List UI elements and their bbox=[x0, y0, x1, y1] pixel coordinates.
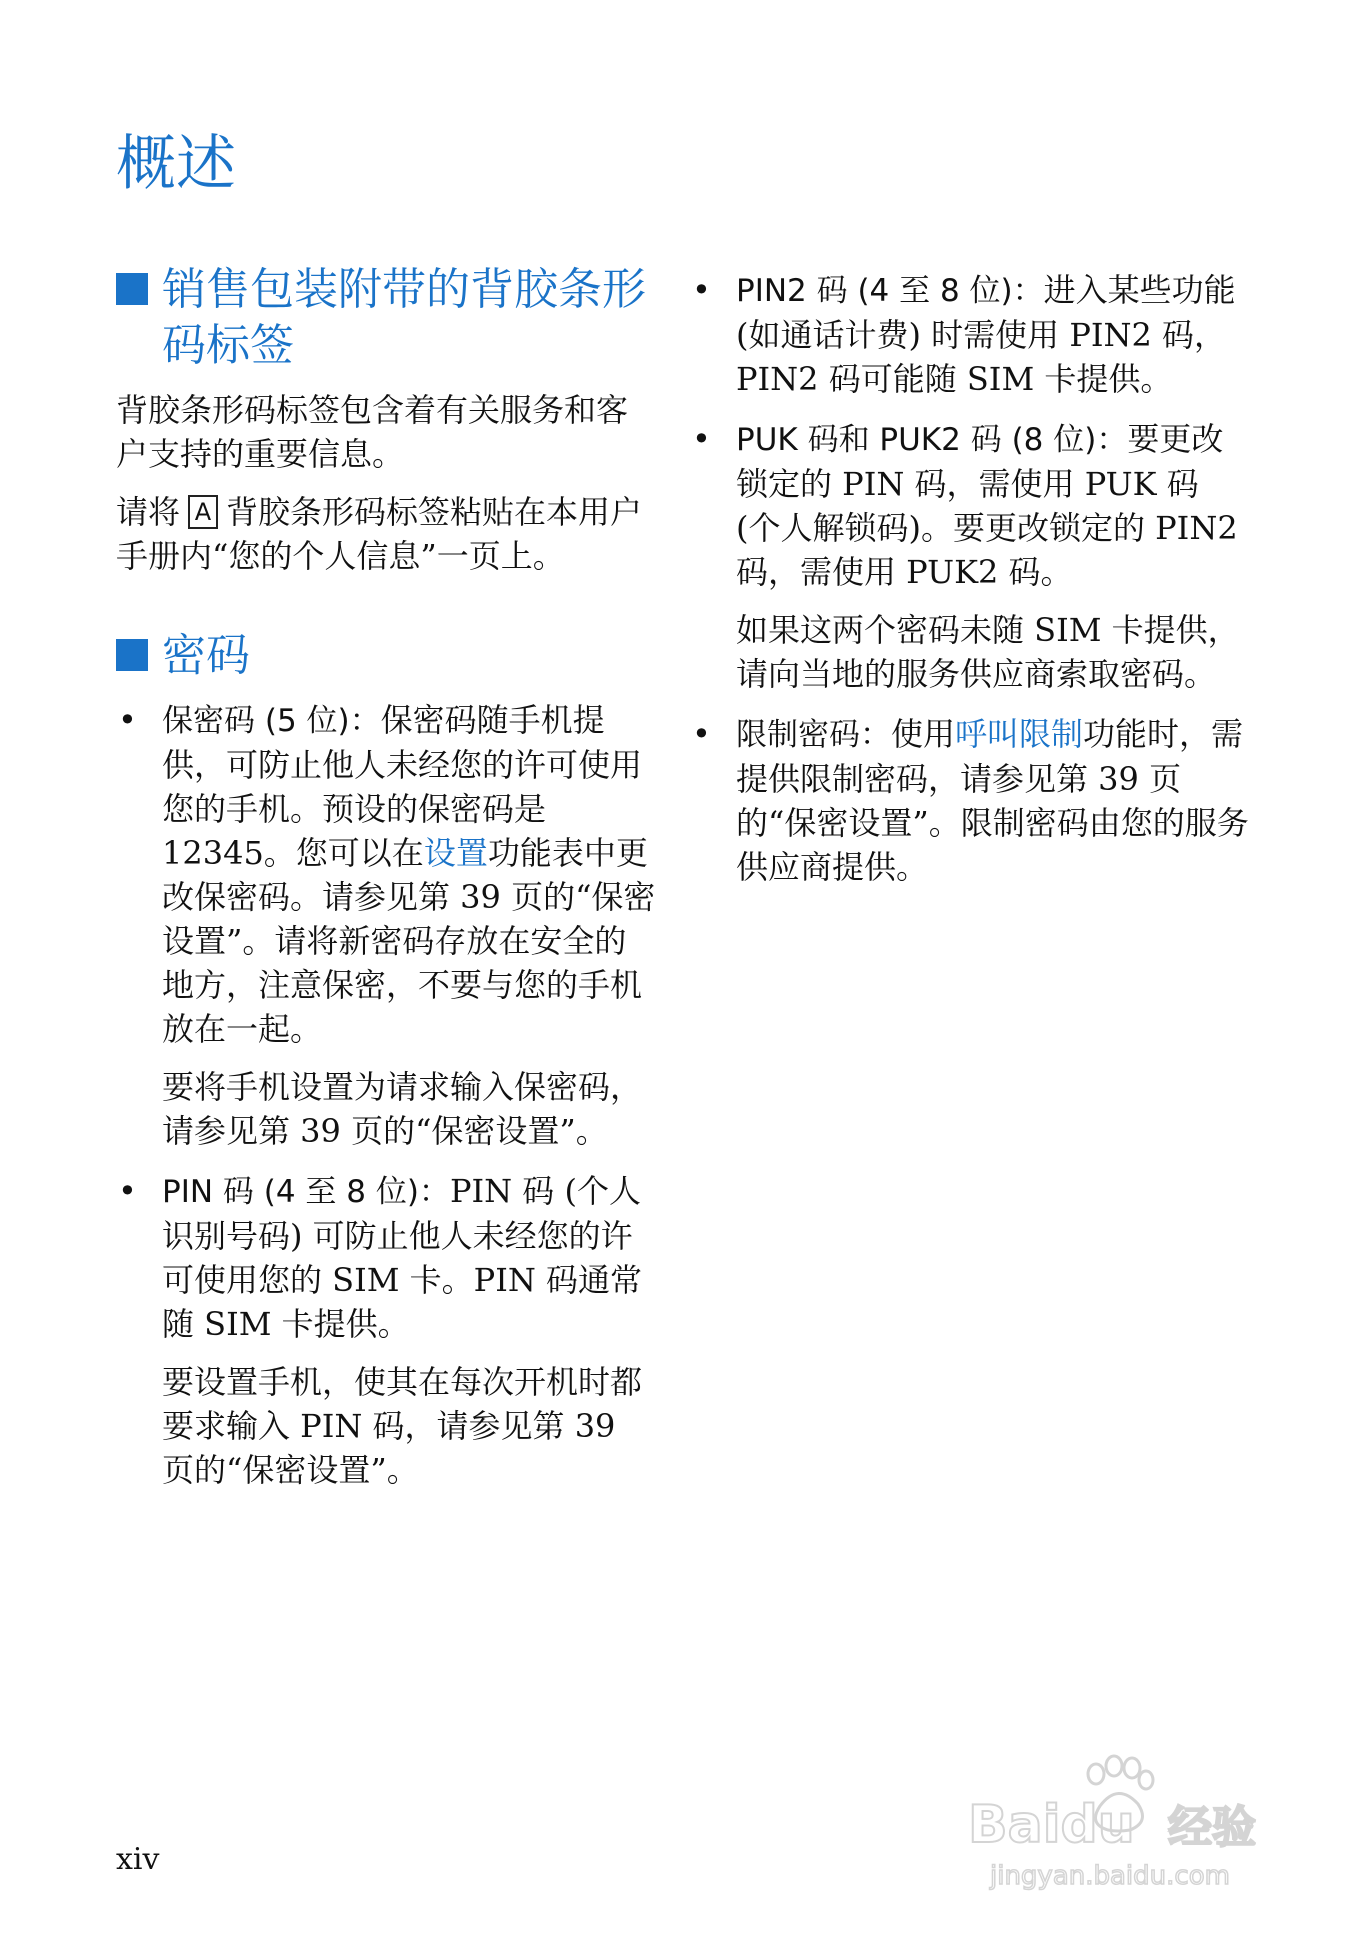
list-item-puk-code bbox=[690, 417, 1250, 696]
list-item-security-code bbox=[116, 698, 656, 1153]
list-item-pin-code bbox=[116, 1169, 656, 1492]
page-number: xiv bbox=[116, 1842, 160, 1877]
list-item-text bbox=[162, 698, 656, 1051]
list-item-desc: 进入某些功能 (如通话计费) 时需使用 PIN2 码，PIN2 码可能随 SIM 卡提供。 bbox=[736, 271, 1236, 398]
list-item-term: PIN 码 (4 至 8 位)： bbox=[162, 1174, 450, 1210]
list-item-desc: 功能表中更改保密码。请参见第 39 页的“保密设置”。请将新密码存放在安全的地方，注意保密，不要与您的手机放在一起。 bbox=[162, 834, 656, 1048]
list-item-extra: 如果这两个密码未随 SIM 卡提供，请向当地的服务供应商索取密码。 bbox=[736, 611, 1240, 693]
section-heading-text: 密码 bbox=[162, 630, 250, 681]
codes-list-left bbox=[116, 698, 656, 1492]
codes-list-right bbox=[690, 268, 1250, 889]
list-item-desc: 使用 bbox=[891, 715, 956, 753]
page-title: 概述 bbox=[116, 129, 236, 199]
list-item-extra: 要将手机设置为请求输入保密码，请参见第 39 页的“保密设置”。 bbox=[162, 1068, 643, 1150]
list-item-text bbox=[736, 417, 1250, 594]
section-heading-barcode-label bbox=[116, 262, 656, 374]
bullet-icon: • bbox=[118, 701, 137, 739]
section-marker-icon bbox=[116, 639, 148, 671]
list-item-term: PIN2 码 (4 至 8 位)： bbox=[736, 273, 1044, 309]
list-item-desc: 要更改锁定的 PIN 码，需使用 PUK 码 (个人解锁码)。要更改锁定的 PIN2 码，需使用 PUK2 码。 bbox=[736, 420, 1238, 591]
call-barring-link[interactable]: 呼叫限制 bbox=[955, 715, 1084, 753]
list-item-desc: 功能时，需提供限制密码，请参见第 39 页的“保密设置”。限制密码由您的服务供应商提供。 bbox=[736, 715, 1249, 886]
list-item-text bbox=[736, 268, 1250, 401]
instruction-text-after: 背胶条形码标签粘贴在本用户手册内“您的个人信息”一页上。 bbox=[116, 493, 643, 575]
list-item-desc: PIN 码 (个人识别号码) 可防止他人未经您的许可使用您的 SIM 卡。PIN 码通常随 SIM 卡提供。 bbox=[162, 1172, 643, 1343]
bullet-icon: • bbox=[692, 420, 711, 458]
section-heading-text: 销售包装附带的背胶条形码标签 bbox=[162, 264, 646, 371]
baidu-watermark bbox=[968, 1746, 1298, 1896]
section-heading-codes bbox=[116, 628, 656, 684]
barcode-paragraph: 背胶条形码标签包含着有关服务和客户支持的重要信息。 bbox=[116, 391, 629, 473]
list-item-text bbox=[736, 712, 1250, 889]
watermark-suffix: 经验 bbox=[1168, 1802, 1256, 1853]
watermark-url: jingyan.baidu.com bbox=[990, 1861, 1230, 1891]
watermark-brand: Baidu bbox=[968, 1795, 1135, 1855]
list-item-extra: 要设置手机，使其在每次开机时都要求输入 PIN 码，请参见第 39 页的“保密设置”。 bbox=[162, 1363, 643, 1489]
bullet-icon: • bbox=[692, 271, 711, 309]
right-column bbox=[690, 268, 1250, 905]
list-item-term: 限制密码： bbox=[736, 717, 891, 753]
list-item-term: 保密码 (5 位)： bbox=[162, 703, 381, 739]
list-item-text bbox=[162, 1169, 656, 1346]
section-marker-icon bbox=[116, 273, 148, 305]
left-column bbox=[116, 262, 656, 1508]
list-item-pin2-code bbox=[690, 268, 1250, 401]
bullet-icon: • bbox=[118, 1172, 137, 1210]
bullet-icon: • bbox=[692, 715, 711, 753]
list-item-barring-code bbox=[690, 712, 1250, 889]
instruction-text-before: 请将 bbox=[116, 493, 181, 531]
list-item-term: PUK 码和 PUK2 码 (8 位)： bbox=[736, 422, 1128, 458]
boxed-a-icon: A bbox=[188, 495, 218, 529]
settings-link[interactable]: 设置 bbox=[423, 834, 488, 872]
list-item-desc: 保密码随手机提供，可防止他人未经您的许可使用您的手机。预设的保密码是 12345。您可以在 bbox=[162, 701, 643, 872]
barcode-instruction-paragraph bbox=[116, 490, 656, 578]
